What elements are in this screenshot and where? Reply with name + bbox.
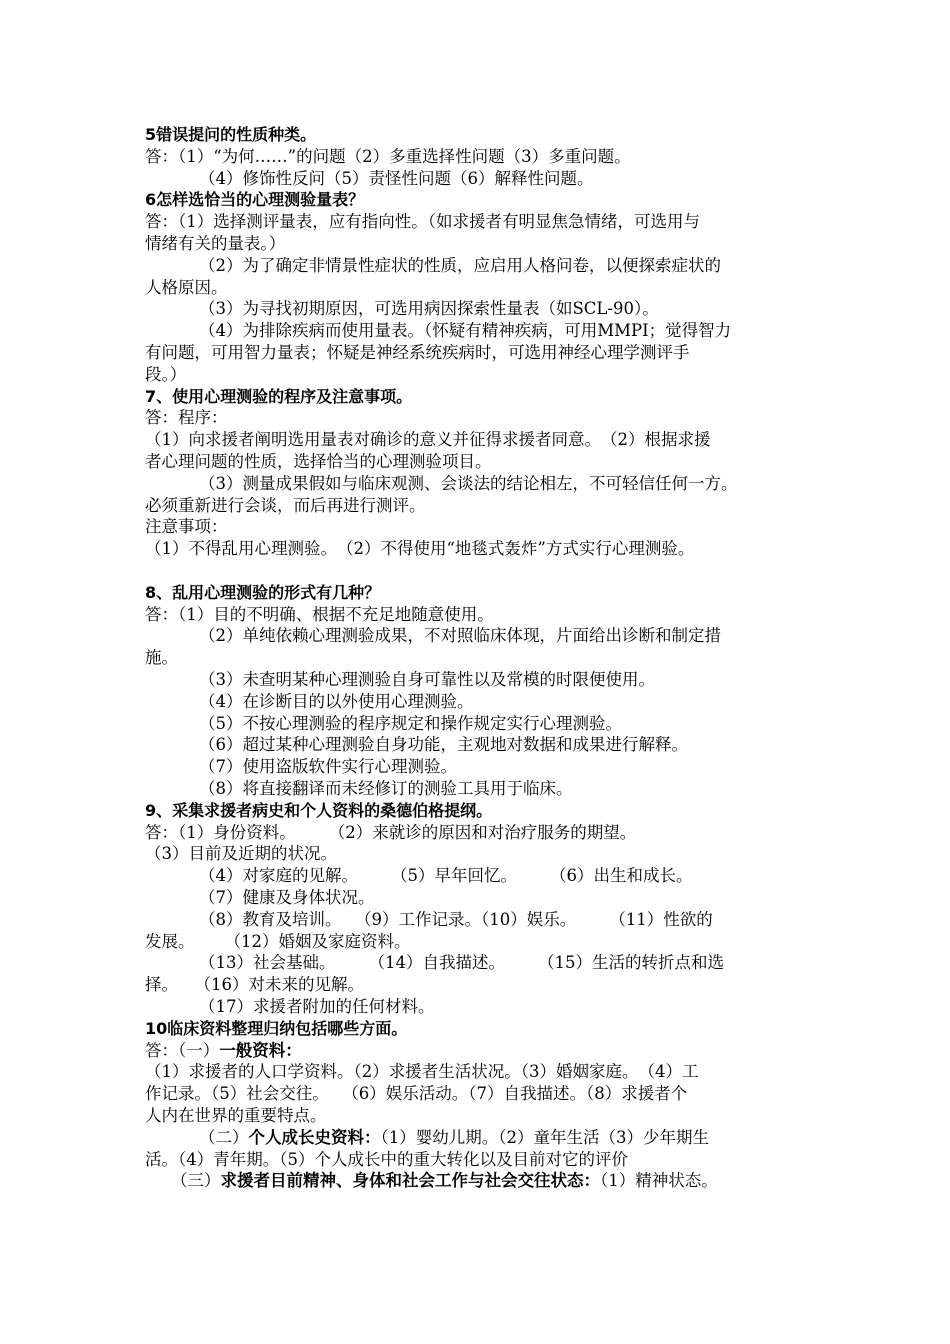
text-line xyxy=(145,473,864,495)
text-line xyxy=(145,1105,810,1127)
line-text: （2）为了确定非情景性症状的性质，应启用人格问卷，以便探索症状的 xyxy=(199,255,721,275)
line-text: 段。） xyxy=(145,364,187,384)
text-line xyxy=(145,1170,836,1192)
line-bold-text: 个人成长史资料： xyxy=(248,1127,381,1147)
question-heading xyxy=(145,124,810,146)
line-text: （2）单纯依赖心理测验成果，不对照临床体现，片面给出诊断和制定措 xyxy=(199,626,721,646)
line-trailing-text: （1）婴幼儿期。（2）童年生活（3）少年期生 xyxy=(380,1127,709,1147)
text-line xyxy=(145,996,864,1018)
line-text: （二） xyxy=(199,1127,249,1147)
line-text: （1）求援者的人口学资料。（2）求援者生活状况。（3）婚姻家庭。 （4）工 xyxy=(145,1062,699,1082)
line-text: （7）使用盗版软件实行心理测验。 xyxy=(199,757,457,777)
text-line xyxy=(145,298,864,320)
text-line xyxy=(145,1040,810,1062)
question-heading xyxy=(145,189,810,211)
line-text: （3）未查明某种心理测验自身可靠性以及常模的时限便使用。 xyxy=(199,670,655,689)
line-text: （1）向求援者阐明选用量表对确诊的意义并征得求援者同意。 （2）根据求援 xyxy=(145,430,711,450)
line-text: （8）教育及培训。 （9）工作记录。（10）娱乐。 （11）性欲的 xyxy=(199,909,713,929)
line-bold-text: 一般资料： xyxy=(219,1040,302,1060)
text-line xyxy=(145,756,864,778)
line-text: （4）修饰性反问（5）责怪性问题（6）解释性问题。 xyxy=(199,168,594,188)
text-line xyxy=(145,495,810,517)
text-line xyxy=(145,778,864,800)
line-text: 9、采集求援者病史和个人资料的桑德伯格提纲。 xyxy=(145,800,493,820)
line-text: 10临床资料整理归纳包括哪些方面。 xyxy=(145,1018,408,1038)
line-text: 注意事项： xyxy=(145,517,228,537)
line-text: （13）社会基础。 （14）自我描述。 （15）生活的转折点和选 xyxy=(199,953,724,973)
text-line xyxy=(145,865,864,887)
line-text: （3）测量成果假如与临床观测、会谈法的结论相左，不可轻信任何一方。 xyxy=(199,473,738,493)
text-line xyxy=(145,931,810,953)
line-text: （5）不按心理测验的程序规定和操作规定实行心理测验。 xyxy=(199,713,622,733)
line-text: 必须重新进行会谈，而后再进行测评。 xyxy=(145,495,426,515)
text-line xyxy=(145,211,810,233)
question-heading xyxy=(145,800,810,822)
text-line xyxy=(145,1149,810,1171)
text-line xyxy=(145,1083,810,1105)
text-line xyxy=(145,538,810,560)
text-line xyxy=(145,146,810,168)
text-line xyxy=(145,734,864,756)
text-line xyxy=(145,843,810,865)
text-line xyxy=(145,952,864,974)
text-line xyxy=(145,451,810,473)
line-text: 5错误提问的性质种类。 xyxy=(145,125,317,144)
line-text: （3）目前及近期的状况。 xyxy=(145,844,337,864)
line-text: （8）将直接翻译而未经修订的测验工具用于临床。 xyxy=(199,779,573,798)
line-text: （4）对家庭的见解。 （5）早年回忆。 （6）出生和成长。 xyxy=(199,866,693,886)
text-line xyxy=(145,669,864,691)
question-heading xyxy=(145,582,810,604)
text-line xyxy=(145,255,864,277)
line-text: （6）超过某种心理测验自身功能，主观地对数据和成果进行解释。 xyxy=(199,735,688,755)
line-text: 人内在世界的重要特点。 xyxy=(145,1106,327,1125)
text-line xyxy=(145,647,810,669)
line-text: 情绪有关的量表。） xyxy=(145,234,286,253)
line-text: 8、乱用心理测验的形式有几种？ xyxy=(145,582,381,602)
line-text: 答：（1）选择测评量表，应有指向性。（如求援者有明显焦急情绪，可选用与 xyxy=(145,212,700,232)
text-line xyxy=(145,407,810,429)
line-text: （17）求援者附加的任何材料。 xyxy=(199,997,435,1016)
line-text: 发展。 （12）婚姻及家庭资料。 xyxy=(145,931,411,951)
line-text: （1）不得乱用心理测验。 （2）不得使用“地毯式轰炸”方式实行心理测验。 xyxy=(145,539,695,559)
line-bold-text: 求援者目前精神、身体和社会工作与社会交往状态： xyxy=(220,1171,600,1191)
text-line xyxy=(145,887,864,909)
line-text: 作记录。（5）社会交往。 （6）娱乐活动。（7）自我描述。（8）求援者个 xyxy=(145,1084,688,1104)
line-text: （7）健康及身体状况。 xyxy=(199,888,375,907)
line-text: 活。（4）青年期。（5）个人成长中的重大转化以及目前对它的评价 xyxy=(145,1149,628,1169)
text-line xyxy=(145,168,864,190)
text-line xyxy=(145,429,810,451)
line-text: 施。 xyxy=(145,648,178,668)
line-text: 者心理问题的性质，选择恰当的心理测验项目。 xyxy=(145,452,492,471)
line-text: 人格原因。 xyxy=(145,277,228,297)
text-line xyxy=(145,1061,810,1083)
line-text: 7、使用心理测验的程序及注意事项。 xyxy=(145,386,413,406)
text-line xyxy=(145,233,810,255)
text-line xyxy=(145,1127,864,1149)
text-line xyxy=(145,822,810,844)
line-text: （3）为寻找初期原因，可选用病因探索性量表（如SCL-90）。 xyxy=(199,299,659,319)
line-text: 答：（1）目的不明确、根据不充足地随意使用。 xyxy=(145,604,494,624)
text-line xyxy=(145,364,810,386)
text-line xyxy=(145,560,810,582)
text-line xyxy=(145,974,810,996)
question-heading xyxy=(145,1018,810,1040)
line-trailing-text: （1）精神状态。 xyxy=(600,1171,718,1191)
text-line xyxy=(145,516,810,538)
text-line xyxy=(145,604,810,626)
line-text: 答：（1）“为何……”的问题（2）多重选择性问题（3）多重问题。 xyxy=(145,146,631,166)
line-text: 答：（1）身份资料。 （2）来就诊的原因和对治疗服务的期望。 xyxy=(145,822,637,842)
line-text: 6怎样选恰当的心理测验量表？ xyxy=(145,190,365,210)
text-line xyxy=(145,277,810,299)
line-text: （三） xyxy=(171,1171,221,1191)
line-text: 答：（一） xyxy=(145,1040,220,1060)
line-text: 有问题，可用智力量表；怀疑是神经系统疾病时，可选用神经心理学测评手 xyxy=(145,343,690,362)
text-line xyxy=(145,320,864,342)
line-text: 答：程序： xyxy=(145,408,228,428)
text-line xyxy=(145,625,864,647)
text-line xyxy=(145,909,864,931)
text-line xyxy=(145,691,864,713)
line-text: （4）在诊断目的以外使用心理测验。 xyxy=(199,691,474,711)
line-text: （4）为排除疾病而使用量表。（怀疑有精神疾病，可用MMPI；觉得智力 xyxy=(199,321,732,341)
text-line xyxy=(145,342,810,364)
line-text: 择。 （16）对未来的见解。 xyxy=(145,975,364,995)
text-line xyxy=(145,713,864,735)
question-heading xyxy=(145,386,810,408)
